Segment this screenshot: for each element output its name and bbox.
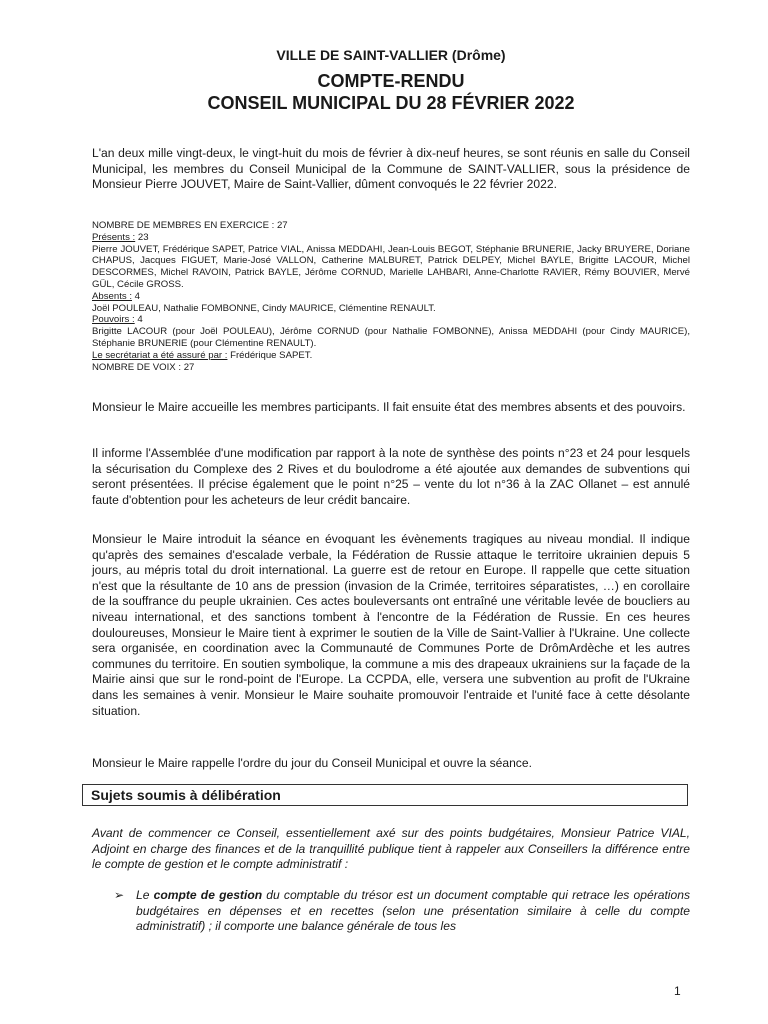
secretariat-value: Frédérique SAPET. — [227, 349, 313, 361]
absents-label: Absents : — [92, 290, 132, 302]
presents-list: Pierre JOUVET, Frédérique SAPET, Patrice VIAL, Anissa MEDDAHI, Jean-Louis BEGOT, Stéphanie BRUNERIE, Jacky BRUYERE, Doriane CHAPUS, Jacques FIGUET, Marie-José VALLON, Catherine MALBURET, Patrick DELPEY, Michel BAYLE, Brigitte LACOUR, Michel DESCORMES, Michel RAVOIN, Patrick BAYLE, Jérôme CORNUD, Marielle LAHBARI, Anne-Charlotte RAVIER, Rémy BOUVIER, Mervé GÜL, Cécile GROSS. — [92, 243, 690, 290]
paragraph-ukraine: Monsieur le Maire introduit la séance en évoquant les évènements tragiques au niveau mondial. Il indique qu'après des semaines d'escalade verbale, la Fédération de Russie attaque le territoire ukrainien depuis 5 jours, au mépris total du droit international. La guerre est de retour en Europe. Il rappelle que cette situation n'est que la résultante de 10 ans de pression (invasion de la Crimée, territoires séparatistes, …) en corollaire de la souffrance du peuple ukrainien. Ces actes bouleversants ont entraîné une véritable levée de boucliers au niveau international, et des sanctions tombent à l'encontre de la Fédération de Russie. En ces heures douloureuses, Monsieur le Maire tient à exprimer le soutien de la Ville de Saint-Vallier à l'Ukraine. Une collecte sera organisée, en coordination avec la Communauté de Communes Porte de DrômArdèche et les autres communes du territoire. En soutien symbolique, la commune a mis des drapeaux ukrainiens sur la façade de la Mairie ainsi que sur le rond-point de l'Europe. La CCPDA, elle, versera une subvention au profit de l'Ukraine dans les semaines à venir. Monsieur le Maire souhaite promouvoir l'entraide et l'unité face à cette désolante situation. — [92, 532, 690, 718]
city-heading: VILLE DE SAINT-VALLIER (Drôme) — [276, 47, 506, 63]
bullet-rest: du comptable du trésor est un document comptable qui retrace les opérations budgétaires en dépenses et en recettes (selon une présentation similaire à celle du compte administratif) ; il comporte une balance générale de tous les — [136, 888, 690, 934]
bullet-bold-term: compte de gestion — [153, 888, 263, 902]
arrow-bullet-icon: ➢ — [114, 888, 125, 902]
paragraph-agenda: Monsieur le Maire rappelle l'ordre du jour du Conseil Municipal et ouvre la séance. — [92, 756, 532, 770]
bullet-lead: Le — [136, 888, 154, 902]
absents-list: Joël POULEAU, Nathalie FOMBONNE, Cindy MAURICE, Clémentine RENAULT. — [92, 302, 436, 314]
secretariat-line — [92, 350, 690, 362]
italic-intro-paragraph: Avant de commencer ce Conseil, essentiellement axé sur des points budgétaires, Monsieur Patrice VIAL, Adjoint en charge des finances et de la tranquillité publique tient à rappeler aux Conseillers la différence entre le compte de gestion et le compte administratif : — [92, 826, 690, 872]
members-exercice: NOMBRE DE MEMBRES EN EXERCICE : 27 — [92, 220, 288, 231]
pouvoirs-count: 4 — [134, 314, 143, 326]
paragraph-welcome: Monsieur le Maire accueille les membres participants. Il fait ensuite état des membres absents et des pouvoirs. — [92, 400, 686, 414]
page-number: 1 — [674, 984, 681, 998]
section-title: Sujets soumis à délibération — [91, 787, 281, 803]
absents-heading — [92, 291, 690, 303]
voix-count: NOMBRE DE VOIX : 27 — [92, 361, 195, 373]
absents-count: 4 — [132, 290, 141, 302]
section-heading-box — [82, 784, 688, 806]
intro-paragraph: L'an deux mille vingt-deux, le vingt-huit du mois de février à dix-neuf heures, se sont réunis en salle du Conseil Municipal, les membres du Conseil Municipal de la Commune de SAINT-VALLIER, sous la présidence de Monsieur Pierre JOUVET, Maire de Saint-Vallier, dûment convoqués le 22 février 2022. — [92, 146, 690, 191]
secretariat-label: Le secrétariat a été assuré par : — [92, 349, 228, 361]
page-title — [92, 70, 690, 114]
members-block — [92, 220, 690, 373]
bullet-text — [136, 888, 690, 935]
title-line-1: COMPTE-RENDU — [317, 71, 465, 91]
presents-heading — [92, 232, 690, 244]
pouvoirs-list: Brigitte LACOUR (pour Joël POULEAU), Jérôme CORNUD (pour Nathalie FOMBONNE), Anissa MEDDAHI (pour Cindy MAURICE), Stéphanie BRUNERIE (pour Clémentine RENAULT). — [92, 326, 690, 349]
presents-label: Présents : — [92, 231, 136, 243]
pouvoirs-heading — [92, 314, 690, 326]
paragraph-modification: Il informe l'Assemblée d'une modification par rapport à la note de synthèse des points n°23 et 24 pour lesquels la sécurisation du Complexe des 2 Rives et du boulodrome a été ajoutée aux demandes de subventions qui seront présentées. Il précise également que le point n°25 – vente du lot n°36 à la ZAC Ollanet – est annulé faute d'obtention pour les acheteurs de leur crédit bancaire. — [92, 446, 690, 507]
pouvoirs-label: Pouvoirs : — [92, 314, 135, 326]
title-line-2: CONSEIL MUNICIPAL DU 28 FÉVRIER 2022 — [207, 93, 575, 113]
presents-count: 23 — [135, 231, 149, 243]
